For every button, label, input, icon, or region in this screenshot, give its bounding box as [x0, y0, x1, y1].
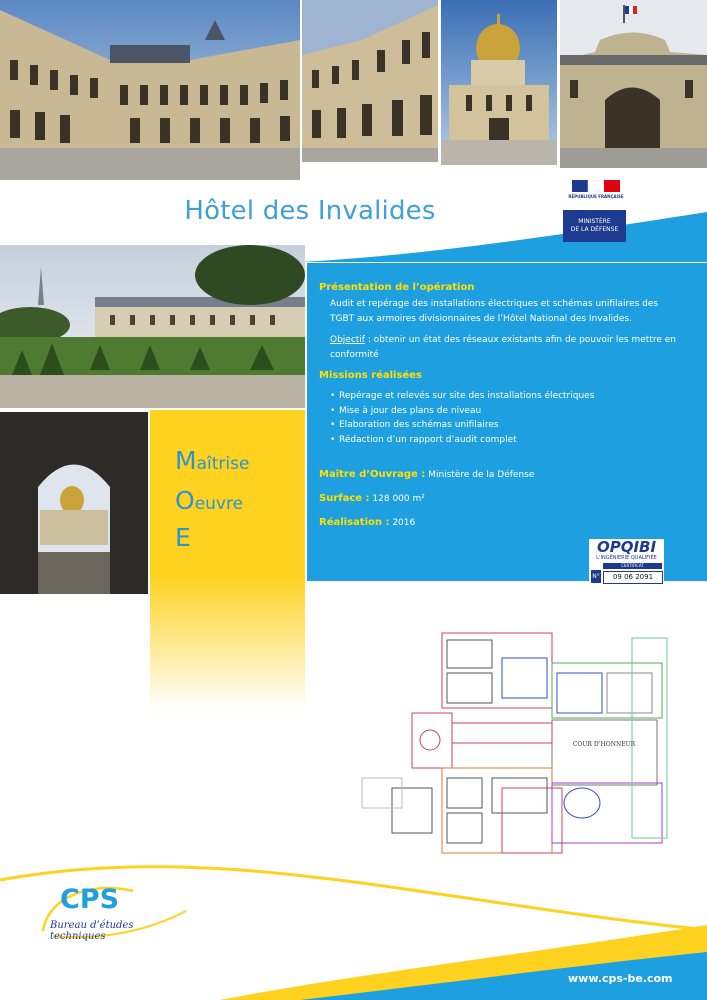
opqibi-name: OPQIBI [596, 538, 657, 556]
ministere-line1: MINISTÈRE [578, 218, 611, 225]
ministere-defense-logo [563, 210, 626, 242]
missions-title: Missions réalisées [319, 370, 422, 381]
moe-initial-e: E [175, 523, 191, 552]
moe-initial-o: O [175, 486, 195, 515]
missions-list [330, 389, 660, 447]
opqibi-certificat-label: CERTIFICAT [603, 563, 662, 569]
maitre-ouvrage-value: Ministère de la Défense [425, 470, 535, 480]
moe-line-oeuvre [175, 486, 243, 515]
surface-value: 128 000 m² [369, 494, 425, 504]
opqibi-number-prefix: N° [591, 570, 601, 583]
realisation-value: 2016 [389, 518, 416, 528]
surface-label: Surface : [319, 493, 370, 504]
objectif-paragraph [330, 333, 680, 363]
surface [319, 493, 425, 504]
footer-url-link[interactable]: www.cps-be.com [568, 972, 673, 985]
list-item: • Mise à jour des plans de niveau [330, 404, 660, 419]
cps-logo [38, 876, 188, 946]
photo-dome [441, 0, 557, 165]
republique-text: RÉPUBLIQUE FRANÇAISE [568, 194, 624, 199]
floor-plan [352, 628, 672, 860]
presentation-text: Audit et repérage des installations électriques et schémas unifilaires des TGBT aux armoires divisionnaires de l’Hôtel National des Invalides. [330, 299, 659, 324]
opqibi-number: 09 06 2091 [603, 571, 663, 584]
cps-name: CPS [60, 884, 120, 915]
list-item: • Rédaction d’un rapport d’audit complet [330, 433, 660, 448]
opqibi-certification-badge [589, 539, 664, 587]
maitre-ouvrage-label: Maître d’Ouvrage : [319, 469, 426, 480]
photo-arch [0, 412, 148, 594]
realisation [319, 517, 415, 528]
list-item: • Elaboration des schémas unifilaires [330, 418, 660, 433]
photo-courtyard-right [302, 0, 438, 162]
objectif-text: : obtenir un état des réseaux existants afin de pouvoir les mettre en conformité [330, 335, 676, 360]
moe-initial-m: M [175, 446, 197, 475]
page-title: Hôtel des Invalides [184, 196, 436, 226]
objectif-label: Objectif [330, 335, 365, 345]
realisation-label: Réalisation : [319, 517, 390, 528]
presentation-title: Présentation de l’opération [319, 282, 475, 293]
photo-facade [560, 0, 707, 168]
cps-tagline: Bureau d’études techniques [50, 920, 134, 942]
photo-garden [0, 245, 305, 408]
moe-line-maitrise [175, 446, 249, 475]
moe-rest-oeuvre: euvre [194, 494, 244, 514]
photo-courtyard-left [0, 0, 300, 180]
opqibi-subtitle: L’INGÉNIERIE QUALIFIÉE [596, 555, 657, 561]
moe-line-e [175, 523, 191, 552]
court-label: COUR D’HONNEUR [572, 741, 636, 748]
moe-rest-maitrise: aîtrise [196, 454, 250, 474]
list-item: • Repérage et relevés sur site des installations électriques [330, 389, 660, 404]
maitre-ouvrage [319, 469, 534, 480]
ministere-line2: DE LA DÉFENSE [570, 226, 619, 233]
republique-francaise-logo [568, 180, 624, 206]
